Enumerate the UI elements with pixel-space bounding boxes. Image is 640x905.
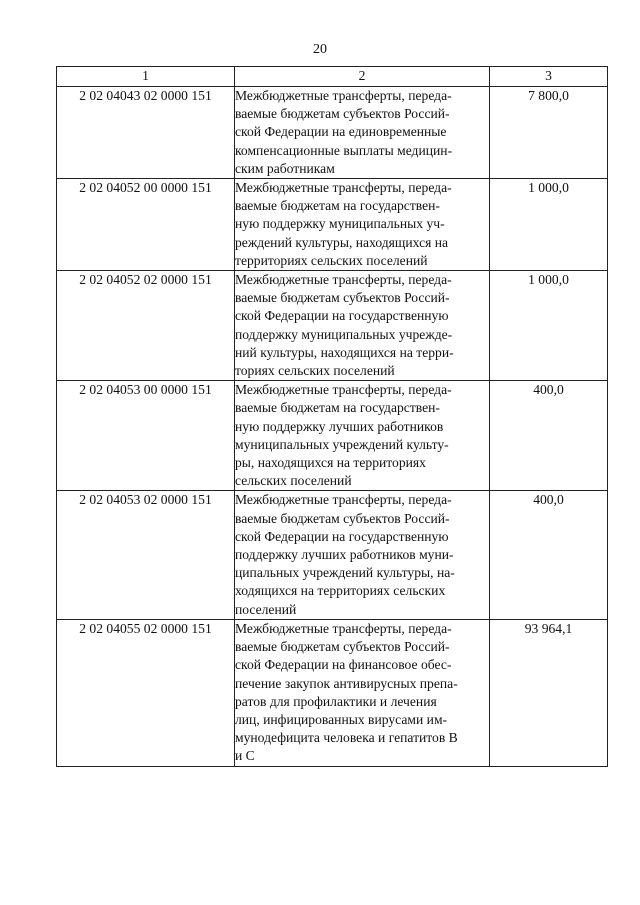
table-header-row <box>57 67 608 87</box>
budget-code-cell: 2 02 04052 02 0000 151 <box>57 271 235 381</box>
description-line: ципальных учреждений культуры, на- <box>235 565 455 581</box>
amount-cell: 1 000,0 <box>490 271 608 381</box>
column-header-3: 3 <box>490 67 608 87</box>
budget-code-cell: 2 02 04053 02 0000 151 <box>57 491 235 619</box>
description-line: ний культуры, находящихся на терри- <box>235 344 454 360</box>
description-line: поселений <box>235 601 297 617</box>
description-line: Межбюджетные трансферты, переда- <box>235 88 452 103</box>
description-cell <box>235 381 490 491</box>
description-line: территориях сельских поселений <box>235 252 428 268</box>
column-header-1: 1 <box>57 67 235 87</box>
description-line: сельских поселений <box>235 473 352 489</box>
table-body <box>57 87 608 767</box>
budget-code-cell: 2 02 04043 02 0000 151 <box>57 87 235 179</box>
description-line: реждений культуры, находящихся на <box>235 234 449 250</box>
description-line: ваемые бюджетам субъектов Россий- <box>235 106 450 122</box>
description-line: ским работникам <box>235 160 335 176</box>
description-cell <box>235 179 490 271</box>
description-line: печение закупок антивирусных препа- <box>235 675 458 691</box>
table-row <box>57 179 608 271</box>
description-line: и С <box>235 748 255 764</box>
description-line: ваемые бюджетам на государствен- <box>235 400 440 416</box>
description-line: муниципальных учреждений культу- <box>235 436 449 452</box>
description-line: Межбюджетные трансферты, переда- <box>235 620 452 636</box>
column-header-2: 2 <box>235 67 490 87</box>
description-line: ратов для профилактики и лечения <box>235 693 437 709</box>
description-line: поддержку лучших работников муни- <box>235 547 454 563</box>
amount-cell: 7 800,0 <box>490 87 608 179</box>
budget-code-cell: 2 02 04052 00 0000 151 <box>57 179 235 271</box>
description-line: компенсационные выплаты медицин- <box>235 142 453 158</box>
description-line: ры, находящихся на территориях <box>235 455 426 471</box>
amount-cell: 400,0 <box>490 491 608 619</box>
budget-table <box>56 66 608 767</box>
description-cell <box>235 87 490 179</box>
description-line: ской Федерации на государственную <box>235 528 449 544</box>
table-row <box>57 271 608 381</box>
description-line: ториях сельских поселений <box>235 363 395 379</box>
description-line: ваемые бюджетам субъектов Россий- <box>235 510 450 526</box>
description-cell <box>235 491 490 619</box>
page-number: 20 <box>313 42 327 57</box>
description-line: ную поддержку муниципальных уч- <box>235 216 445 232</box>
amount-cell: 1 000,0 <box>490 179 608 271</box>
description-line: ходящихся на территориях сельских <box>235 583 446 599</box>
description-line: ской Федерации на государственную <box>235 308 449 324</box>
budget-code-cell: 2 02 04055 02 0000 151 <box>57 619 235 766</box>
description-cell <box>235 271 490 381</box>
description-line: ваемые бюджетам субъектов Россий- <box>235 639 450 655</box>
description-line: ную поддержку лучших работников <box>235 418 444 434</box>
description-line: ваемые бюджетам субъектов Россий- <box>235 290 450 306</box>
description-cell <box>235 619 490 766</box>
description-line: ской Федерации на единовременные <box>235 124 447 140</box>
description-line: ваемые бюджетам на государствен- <box>235 198 440 214</box>
description-line: ской Федерации на финансовое обес- <box>235 657 452 673</box>
amount-cell: 93 964,1 <box>490 619 608 766</box>
description-line: Межбюджетные трансферты, переда- <box>235 272 452 288</box>
description-line: Межбюджетные трансферты, переда- <box>235 382 452 398</box>
table-row <box>57 619 608 766</box>
description-line: поддержку муниципальных учрежде- <box>235 326 453 342</box>
amount-cell: 400,0 <box>490 381 608 491</box>
table-row <box>57 87 608 179</box>
table-row <box>57 381 608 491</box>
description-line: лиц, инфицированных вирусами им- <box>235 711 448 727</box>
table-row <box>57 491 608 619</box>
description-line: мунодефицита человека и гепатитов В <box>235 730 458 746</box>
description-line: Межбюджетные трансферты, переда- <box>235 180 452 196</box>
budget-code-cell: 2 02 04053 00 0000 151 <box>57 381 235 491</box>
description-line: Межбюджетные трансферты, переда- <box>235 492 452 508</box>
